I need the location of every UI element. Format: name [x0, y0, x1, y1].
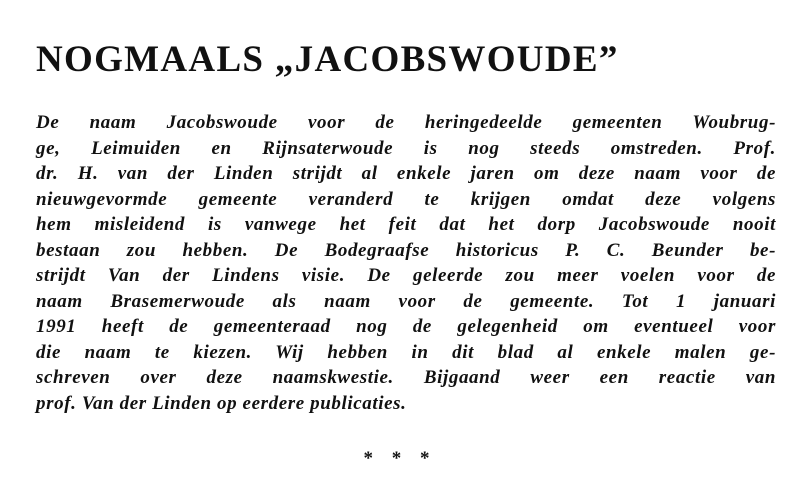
body-line-last: prof. Van der Linden op eerdere publicaties.	[36, 392, 407, 414]
body-line: hem misleidend is vanwege het feit dat het dorp Jacobswoude nooit	[36, 214, 776, 235]
article-body	[36, 110, 776, 416]
body-line: naam Brasemerwoude als naam voor de gemeente. Tot 1 januari	[36, 290, 776, 312]
body-line: bestaan zou hebben. De Bodegraafse historicus P. C. Beunder be-	[36, 239, 776, 261]
body-line: nieuwgevormde gemeente veranderd te krijgen omdat deze volgens	[36, 188, 776, 210]
body-line: dr. H. van der Linden strijdt al enkele jaren om deze naam voor de	[36, 163, 776, 184]
body-line: De naam Jacobswoude voor de heringedeelde gemeenten Woubrug-	[36, 112, 776, 133]
section-separator: * * *	[363, 448, 437, 469]
article-title: NOGMAALS „JACOBSWOUDE”	[36, 39, 619, 80]
body-line: die naam te kiezen. Wij hebben in dit blad al enkele malen ge-	[36, 341, 776, 363]
body-line: 1991 heeft de gemeenteraad nog de gelegenheid om eventueel voor	[36, 316, 776, 337]
body-line: schreven over deze naamskwestie. Bijgaand weer een reactie van	[36, 367, 776, 388]
body-line: ge, Leimuiden en Rijnsaterwoude is nog steeds omstreden. Prof.	[36, 137, 776, 159]
body-line: strijdt Van der Lindens visie. De geleerde zou meer voelen voor de	[36, 265, 776, 286]
